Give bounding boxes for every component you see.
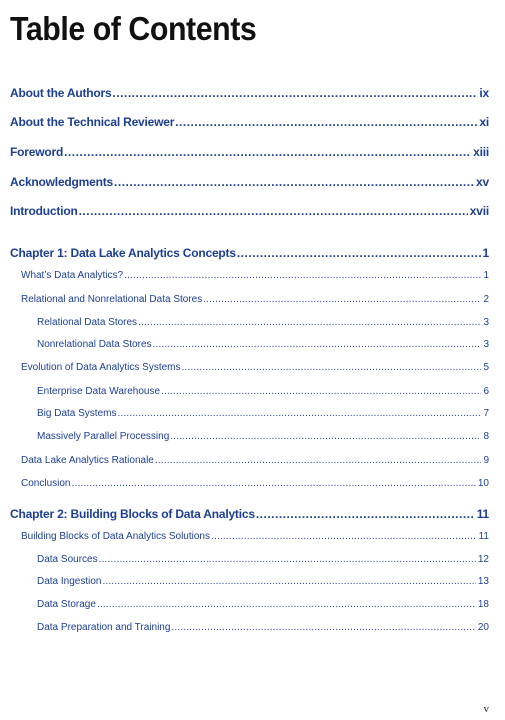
dot-leader [97, 598, 476, 612]
toc-entry-page: 13 [477, 576, 489, 587]
toc-entry-label: Massively Parallel Processing [37, 431, 170, 442]
toc-section-entry[interactable] [21, 454, 489, 468]
toc-entry-label: Conclusion [21, 478, 71, 489]
toc-entry-page: 3 [483, 339, 489, 350]
dot-leader [138, 316, 481, 330]
toc-entry-label: Relational Data Stores [37, 317, 138, 328]
toc-entry-page: ix [479, 86, 489, 100]
dot-leader [124, 269, 481, 283]
toc-entry-label: Enterprise Data Warehouse [37, 386, 161, 397]
toc-entry-label: Chapter 1: Data Lake Analytics Concepts [10, 246, 236, 260]
dot-leader [71, 477, 475, 491]
toc-section-entry[interactable] [21, 530, 489, 544]
toc-entry-page: 10 [477, 478, 489, 489]
toc-entry-page: 1 [483, 270, 489, 281]
toc-entry-label: About the Authors [10, 86, 112, 100]
page-title: Table of Contents [10, 10, 257, 47]
dot-leader [175, 114, 477, 130]
toc-entry-page: 2 [483, 294, 489, 305]
toc-subsection-entry[interactable] [37, 316, 489, 330]
toc-entry-label: Big Data Systems [37, 408, 117, 419]
toc-entry-page: 11 [478, 531, 489, 542]
page-folio: v [483, 703, 489, 715]
toc-entry-page: 5 [483, 362, 489, 373]
toc-entry-label: Relational and Nonrelational Data Stores [21, 294, 203, 305]
toc-entry-label: Data Sources [37, 554, 98, 565]
toc-entry-page: 3 [483, 317, 489, 328]
dot-leader [256, 506, 475, 522]
toc-entry[interactable] [10, 114, 489, 130]
dot-leader [211, 530, 477, 544]
dot-leader [237, 245, 481, 261]
toc-entry-label: Building Blocks of Data Analytics Solutions [21, 531, 210, 542]
dot-leader [153, 338, 482, 352]
toc-section-entry[interactable] [21, 293, 489, 307]
toc-subsection-entry[interactable] [37, 407, 489, 421]
dot-leader [170, 430, 481, 444]
toc-subsection-entry[interactable] [37, 598, 489, 612]
toc-entry-page: 9 [483, 455, 489, 466]
toc-subsection-entry[interactable] [37, 575, 489, 589]
toc-section-entry[interactable] [21, 361, 489, 375]
toc-entry-label: Foreword [10, 145, 64, 159]
toc-subsection-entry[interactable] [37, 430, 489, 444]
dot-leader [161, 385, 481, 399]
toc-entry-label: About the Technical Reviewer [10, 115, 175, 129]
toc-entry-label: Evolution of Data Analytics Systems [21, 362, 181, 373]
toc-entry-label: Data Storage [37, 599, 96, 610]
dot-leader [103, 575, 476, 589]
toc-entry[interactable] [10, 144, 489, 160]
toc-entry-label: Chapter 2: Building Blocks of Data Analytics [10, 507, 255, 521]
toc-chapter-entry[interactable] [10, 245, 489, 261]
toc-section-entry[interactable] [21, 477, 489, 491]
dot-leader [112, 85, 477, 101]
toc-entry-page: xv [476, 175, 489, 189]
toc-entry-page: 12 [477, 554, 489, 565]
toc-entry-page: xiii [473, 145, 489, 159]
toc-entry[interactable] [10, 174, 489, 190]
dot-leader [99, 553, 476, 567]
toc-entry-page: 18 [477, 599, 489, 610]
toc-entry-page: 1 [482, 246, 489, 260]
dot-leader [155, 454, 482, 468]
toc-entry-label: Data Lake Analytics Rationale [21, 455, 154, 466]
toc-entry-label: Data Preparation and Training [37, 622, 171, 633]
toc-entry-label: Acknowledgments [10, 175, 114, 189]
toc-entry[interactable] [10, 85, 489, 101]
toc-entry-label: Data Ingestion [37, 576, 102, 587]
dot-leader [114, 174, 474, 190]
toc-entry-page: 6 [483, 386, 489, 397]
toc-entry[interactable] [10, 203, 489, 219]
dot-leader [79, 203, 468, 219]
toc-entry-page: 8 [483, 431, 489, 442]
dot-leader [203, 293, 481, 307]
toc-entry-page: 20 [477, 622, 489, 633]
dot-leader [64, 144, 471, 160]
toc-entry-page: 7 [483, 408, 489, 419]
toc-entry-page: xvii [469, 204, 489, 218]
toc-subsection-entry[interactable] [37, 553, 489, 567]
toc-entry-page: xi [479, 115, 489, 129]
toc-chapter-entry[interactable] [10, 506, 489, 522]
toc-entry-label: Introduction [10, 204, 78, 218]
toc-entry-label: Nonrelational Data Stores [37, 339, 152, 350]
toc-subsection-entry[interactable] [37, 385, 489, 399]
dot-leader [117, 407, 481, 421]
dot-leader [182, 361, 482, 375]
toc-section-entry[interactable] [21, 269, 489, 283]
toc-subsection-entry[interactable] [37, 621, 489, 635]
toc-entry-label: What’s Data Analytics? [21, 270, 124, 281]
toc-subsection-entry[interactable] [37, 338, 489, 352]
toc-entry-page: 11 [476, 507, 489, 521]
dot-leader [171, 621, 475, 635]
